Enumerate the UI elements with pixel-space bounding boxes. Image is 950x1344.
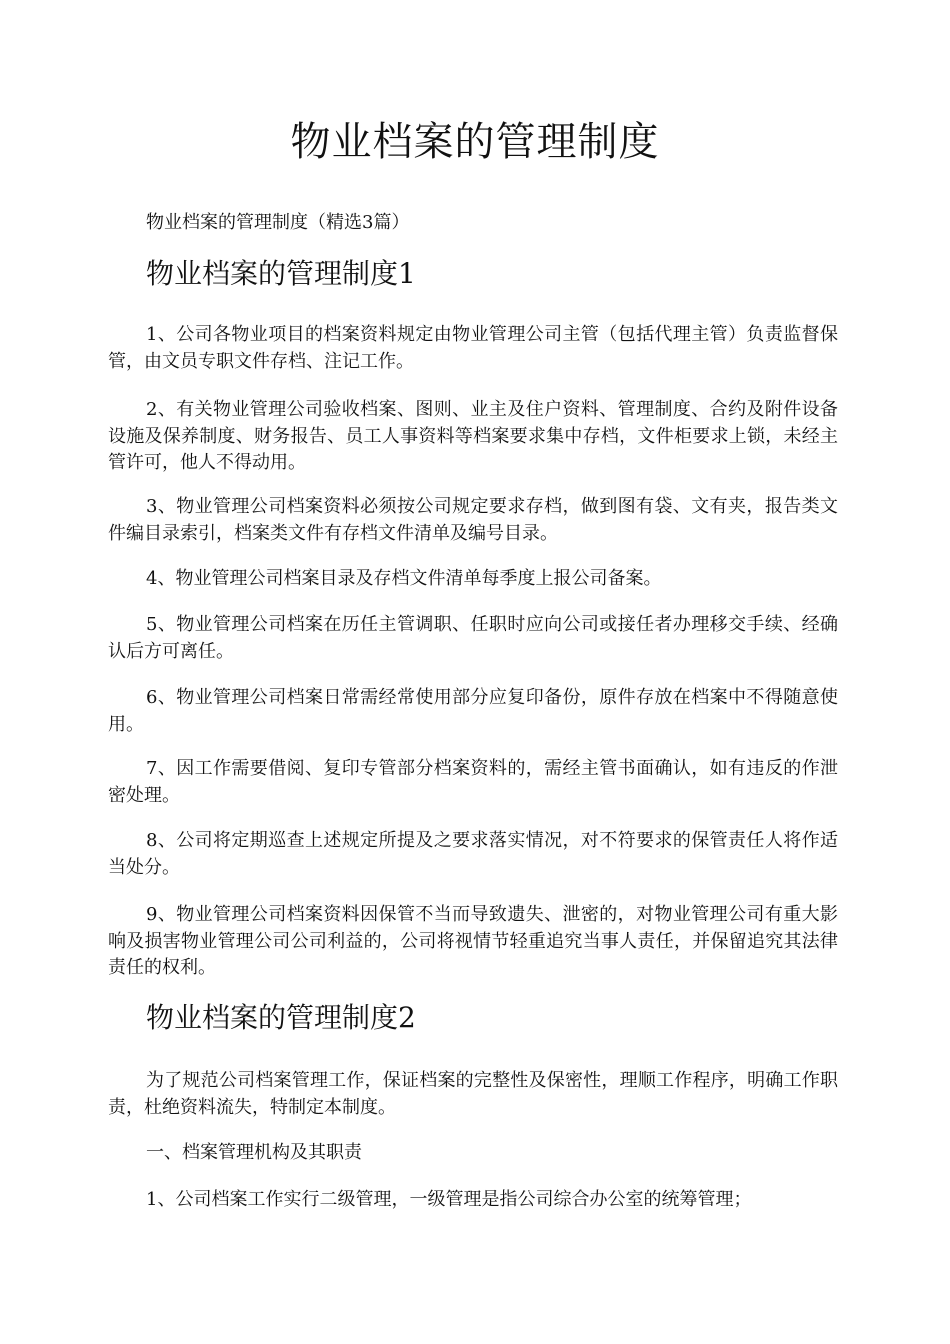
section-1-item-9: 9、物业管理公司档案资料因保管不当而导致遗失、泄密的，对物业管理公司有重大影响及损害物业管理公司公司利益的，公司将视情节轻重追究当事人责任，并保留追究其法律责任的权利。: [108, 904, 838, 978]
section-2-intro: 为了规范公司档案管理工作，保证档案的完整性及保密性，理顺工作程序，明确工作职责，杜绝资料流失，特制定本制度。: [108, 1070, 838, 1118]
section-1-heading: 物业档案的管理制度1: [146, 257, 416, 290]
document-title: 物业档案的管理制度: [290, 119, 660, 165]
section-2-heading: 物业档案的管理制度2: [146, 1001, 416, 1034]
section-1-item-1: 1、公司各物业项目的档案资料规定由物业管理公司主管（包括代理主管）负责监督保管，由文员专职文件存档、注记工作。: [108, 324, 838, 372]
document-subtitle: 物业档案的管理制度（精选3篇）: [146, 212, 410, 233]
section-1-item-6: 6、物业管理公司档案日常需经常使用部分应复印备份，原件存放在档案中不得随意使用。: [108, 687, 838, 735]
section-2-item-1: 1、公司档案工作实行二级管理，一级管理是指公司综合办公室的统筹管理；: [146, 1189, 752, 1210]
section-1-item-2: 2、有关物业管理公司验收档案、图则、业主及住户资料、管理制度、合约及附件设备设施及保养制度、财务报告、员工人事资料等档案要求集中存档，文件柜要求上锁，未经主管许可，他人不得动用。: [108, 399, 838, 473]
section-1-item-3: 3、物业管理公司档案资料必须按公司规定要求存档，做到图有袋、文有夹，报告类文件编目录索引，档案类文件有存档文件清单及编号目录。: [108, 496, 838, 544]
section-1-item-8: 8、公司将定期巡查上述规定所提及之要求落实情况，对不符要求的保管责任人将作适当处分。: [108, 830, 838, 878]
section-1-item-7: 7、因工作需要借阅、复印专管部分档案资料的，需经主管书面确认，如有违反的作泄密处理。: [108, 758, 838, 806]
section-1-item-5: 5、物业管理公司档案在历任主管调职、任职时应向公司或接任者办理移交手续、经确认后方可离任。: [108, 614, 838, 662]
section-2-subheading: 一、档案管理机构及其职责: [146, 1142, 362, 1163]
section-1-item-4: 4、物业管理公司档案目录及存档文件清单每季度上报公司备案。: [146, 568, 662, 589]
